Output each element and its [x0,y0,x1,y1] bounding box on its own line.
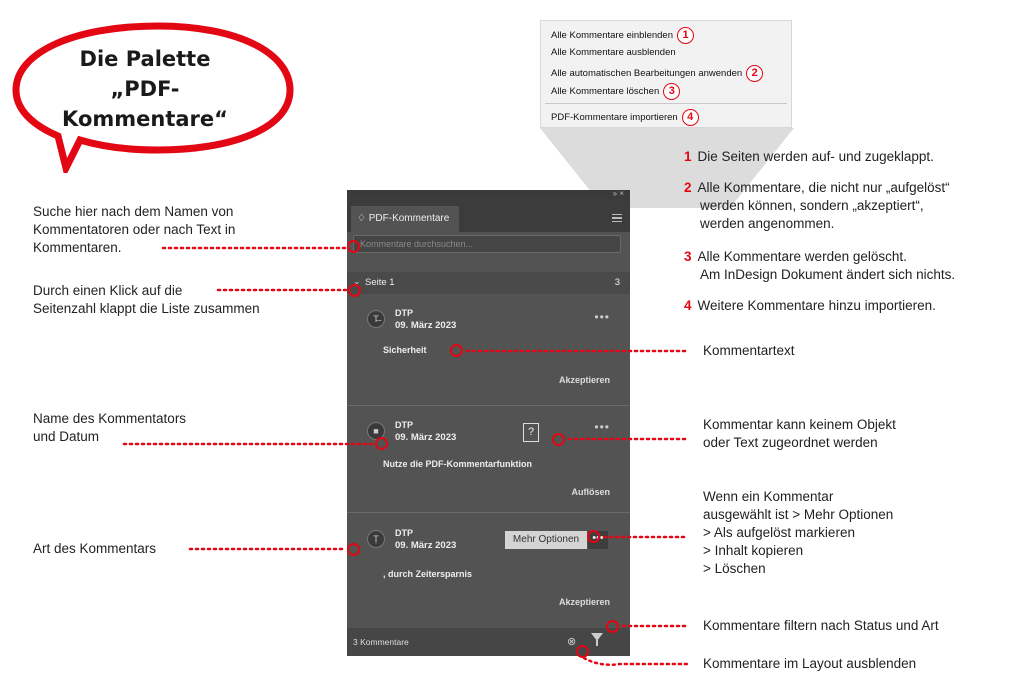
search-input[interactable]: Kommentare durchsuchen... [353,235,621,253]
resolve-button[interactable]: Auflösen [571,487,610,497]
panel-options-menu [540,20,792,128]
menu-item-show-all[interactable]: Alle Kommentare einblenden 1 [551,27,694,43]
callout-more-options: Wenn ein Kommentar ausgewählt ist > Mehr Optionen > Als aufgelöst markieren > Inhalt kopieren > Löschen [703,489,894,576]
comment-author: DTP [395,420,413,430]
text-replace-icon: T̶ [367,310,385,328]
comment-text: Nutze die PDF-Kommentarfunktion [383,459,533,469]
page-comment-count: 3 [614,277,620,288]
callout-author: Name des Kommentators und Datum [33,411,187,444]
menu-item-hide-all[interactable]: Alle Kommentare ausblenden [551,47,676,58]
comment-author: DTP [395,528,413,538]
comment-text: Sicherheit [383,345,427,355]
number-badge: 1 [677,27,694,44]
marker-unlinked [552,433,565,446]
menu-item-import[interactable]: PDF-Kommentare importieren 4 [551,109,699,125]
comment-total: 3 Kommentare [353,637,409,647]
callout-type: Art des Kommentars [33,541,157,556]
number-badge: 3 [663,83,680,100]
callout-hide: Kommentare im Layout ausblenden [703,656,917,671]
marker-text [450,344,463,357]
note-4: 4 Weitere Kommentare hinzu importieren. [684,298,936,313]
marker-filter [606,620,619,633]
menu-item-apply-auto-edits[interactable]: Alle automatischen Bearbeitungen anwenden 2 [551,65,763,81]
callout-filter: Kommentare filtern nach Status und Art [703,618,939,633]
comment-date: 09. März 2023 [395,432,457,443]
comment-author: DTP [395,308,413,318]
text-insert-icon: Ṭ [367,530,385,548]
marker-search [347,240,360,253]
unlinked-question-icon: ? [523,423,539,442]
comment-date: 09. März 2023 [395,540,457,551]
callout-unlinked: Kommentar kann keinem Objekt oder Text zugeordnet werden [703,417,896,450]
more-options-icon[interactable]: ••• [594,310,610,324]
comment-text: , durch Zeitersparnis [383,569,473,579]
tab-pdf-kommentare[interactable]: ♢ PDF-Kommentare [351,206,459,232]
menu-item-delete-all[interactable]: Alle Kommentare löschen 3 [551,83,680,99]
number-badge: 4 [682,109,699,126]
more-options-icon[interactable]: ••• [594,420,610,434]
title-line-2: „PDF-Kommentare“ [62,77,228,131]
comment-date: 09. März 2023 [395,320,457,331]
panel-title-bar[interactable] [347,190,630,198]
marker-more [587,530,600,543]
collapse-close-icon[interactable]: » × [612,189,624,198]
comment-item[interactable] [347,412,630,512]
callout-search: Suche hier nach dem Namen von Kommentatoren oder nach Text in Kommentaren. [33,204,236,255]
accept-button[interactable]: Akzeptieren [558,375,610,385]
pdf-comments-panel [347,190,630,656]
chevron-down-icon: ⌄ [353,276,361,286]
hide-comments-icon[interactable]: ⊗ [567,636,577,648]
callout-text: Kommentartext [703,343,795,358]
note-1: 1 Die Seiten werden auf- und zugeklappt. [684,149,934,164]
callout-page: Durch einen Klick auf die Seitenzahl klappt die Liste zusammen [33,283,260,316]
page-title [30,44,260,134]
more-options-button[interactable]: ••• [588,531,608,549]
note-3: 3 Alle Kommentare werden gelöscht. Am InDesign Dokument ändert sich nichts. [684,249,956,282]
marker-hide [576,645,589,658]
title-line-1: Die Palette [79,47,211,71]
marker-type [347,543,360,556]
divider [347,405,630,406]
divider [347,512,630,513]
more-options-tooltip: Mehr Optionen [505,531,587,549]
page-group-header[interactable] [347,272,630,294]
comment-item[interactable] [347,300,630,400]
note-2: 2 Alle Kommentare, die nicht nur „aufgelöst“ werden können, sondern „akzeptiert“, werden angenommen. [684,180,950,231]
filter-icon-stem [596,640,598,646]
marker-page [348,284,361,297]
page-label: Seite 1 [365,277,395,288]
panel-tab-bar [347,198,630,232]
panel-menu-icon[interactable] [612,214,622,222]
accept-button[interactable]: Akzeptieren [558,597,610,607]
number-badge: 2 [746,65,763,82]
note-icon: ■ [367,422,385,440]
marker-author [375,437,388,450]
menu-separator [545,103,787,104]
